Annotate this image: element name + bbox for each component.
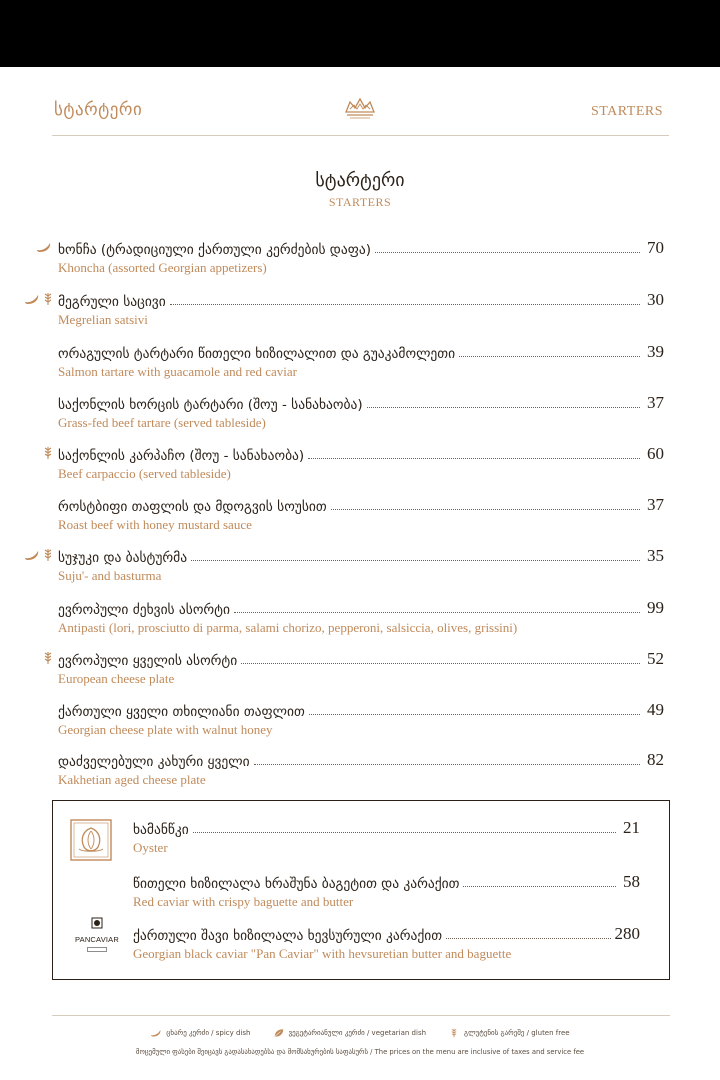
item-name-georgian: ორაგულის ტარტარი წითელი ხიზილალით და გუაკამოლეთი [58, 346, 456, 362]
legend-spicy [150, 1028, 250, 1038]
page-header [52, 96, 669, 136]
item-name-english: Khoncha (assorted Georgian appetizers) [58, 260, 267, 275]
item-name-english: Roast beef with honey mustard sauce [58, 517, 252, 532]
item-price: 52 [647, 649, 664, 668]
menu-item [58, 493, 664, 537]
dot-leader [367, 407, 640, 408]
item-name-english: Antipasti (lori, prosciutto di parma, salami chorizo, pepperoni, salsiccia, olives, grissini) [58, 620, 518, 635]
dot-leader [331, 509, 640, 510]
menu-item [58, 236, 664, 280]
section-title-english: STARTERS [328, 195, 392, 209]
dot-leader [463, 886, 616, 887]
item-price: 70 [647, 238, 664, 257]
pancaviar-sub-mark [87, 947, 107, 952]
item-price: 39 [647, 342, 664, 361]
menu-item [58, 596, 664, 640]
item-price: 280 [614, 924, 640, 943]
item-price: 99 [647, 598, 664, 617]
crown-logo-icon [342, 96, 378, 120]
special-item [133, 870, 640, 914]
menu-item [58, 647, 664, 691]
special-item [133, 816, 640, 860]
dot-leader [170, 304, 640, 305]
dot-leader [446, 938, 610, 939]
item-name-english: Grass-fed beef tartare (served tableside) [58, 415, 266, 430]
item-price: 60 [647, 444, 664, 463]
item-name-english: Salmon tartare with guacamole and red caviar [58, 364, 297, 379]
item-name-georgian: ხამანწკი [133, 822, 189, 838]
item-name-english: Oyster [133, 840, 168, 855]
dot-leader [191, 560, 640, 561]
dot-leader [375, 252, 640, 253]
spicy-icon [24, 548, 40, 562]
item-price: 37 [647, 393, 664, 412]
specials-box [52, 800, 670, 980]
item-name-georgian: მეგრული საცივი [58, 294, 166, 310]
dot-leader [241, 663, 640, 664]
menu-item [58, 544, 664, 588]
dietary-legend [0, 1028, 720, 1038]
spicy-icon [150, 1028, 162, 1038]
item-price: 35 [647, 546, 664, 565]
item-name-georgian: ქართული ყველი თხილიანი თაფლით [58, 704, 305, 720]
header-right-title: STARTERS [590, 104, 663, 119]
legend-vegetarian-label: ვეგეტარიანული კერძი / vegetarian dish [288, 1029, 427, 1037]
leaf-icon [273, 1028, 285, 1038]
legend-vegetarian [273, 1028, 427, 1038]
dot-leader [234, 612, 640, 613]
legend-gluten-free-label: გლუტენის გარეშე / gluten free [464, 1029, 570, 1037]
item-name-georgian: ქართული შავი ხიზილალა ხევსურული კარაქით [133, 928, 443, 944]
gluten-free-icon [40, 446, 56, 460]
spicy-icon [24, 292, 40, 306]
item-price: 37 [647, 495, 664, 514]
item-name-english: Suju'- and basturma [58, 568, 162, 583]
item-name-georgian: წითელი ხიზილალა ხრაშუნა ბაგეტით და კარაქით [133, 876, 460, 892]
pancaviar-logo-text: PANCAVIAR [74, 935, 120, 944]
gluten-free-icon [40, 292, 56, 306]
item-name-english: European cheese plate [58, 671, 175, 686]
menu-item [58, 748, 664, 792]
item-name-english: Kakhetian aged cheese plate [58, 772, 206, 787]
item-price: 82 [647, 750, 664, 769]
item-name-english: Beef carpaccio (served tableside) [58, 466, 231, 481]
menu-item [58, 340, 664, 384]
gluten-free-icon [448, 1028, 460, 1038]
item-name-georgian: საქონლის ხორცის ტარტარი (შოუ - სანახაობა) [58, 397, 363, 413]
dot-leader [459, 356, 640, 357]
item-name-georgian: საქონლის კარპაჩო (შოუ - სანახაობა) [58, 448, 305, 464]
menu-item [58, 442, 664, 486]
legend-gluten-free [448, 1028, 570, 1038]
item-name-english: Megrelian satsivi [58, 312, 148, 327]
gluten-free-icon [40, 548, 56, 562]
item-name-georgian: ხონჩა (ტრადიციული ქართული კერძების დაფა) [58, 242, 371, 258]
dot-leader [308, 458, 640, 459]
item-name-english: Georgian black caviar "Pan Caviar" with hevsuretian butter and baguette [133, 946, 512, 961]
item-name-english: Georgian cheese plate with walnut honey [58, 722, 273, 737]
dot-leader [254, 764, 640, 765]
item-name-georgian: სუჯუკი და ბასტურმა [58, 550, 188, 566]
header-left-title: სტარტერი [54, 100, 143, 120]
item-name-georgian: როსტბიფი თაფლის და მდოგვის სოუსით [58, 499, 327, 515]
item-price: 58 [623, 872, 640, 891]
menu-item [58, 391, 664, 435]
dot-leader [193, 832, 616, 833]
oyster-logo-icon [70, 819, 112, 861]
footer-divider [52, 1015, 670, 1016]
menu-item [58, 698, 664, 742]
item-name-english: Red caviar with crispy baguette and butter [133, 894, 354, 909]
item-name-georgian: ევროპული ძეხვის ასორტი [58, 602, 230, 618]
item-price: 30 [647, 290, 664, 309]
item-name-georgian: ევროპული ყველის ასორტი [58, 653, 238, 669]
item-price: 49 [647, 700, 664, 719]
legend-spicy-label: ცხარე კერძი / spicy dish [166, 1029, 251, 1037]
special-item [133, 922, 640, 966]
top-black-bar [0, 0, 720, 67]
dot-leader [309, 714, 640, 715]
item-price: 21 [623, 818, 640, 837]
item-name-georgian: დაძველებული კახური ყველი [58, 754, 250, 770]
menu-item [58, 288, 664, 332]
price-note: მოცემული ფასები შეიცავს გადასახადებსა და მომსახურების საფასურს / The prices on the menu are inclusive of taxes and service fee [135, 1048, 585, 1056]
spicy-icon [36, 240, 52, 254]
gluten-free-icon [40, 651, 56, 665]
pancaviar-logo [73, 915, 121, 959]
section-title-georgian: სტარტერი [315, 170, 405, 191]
